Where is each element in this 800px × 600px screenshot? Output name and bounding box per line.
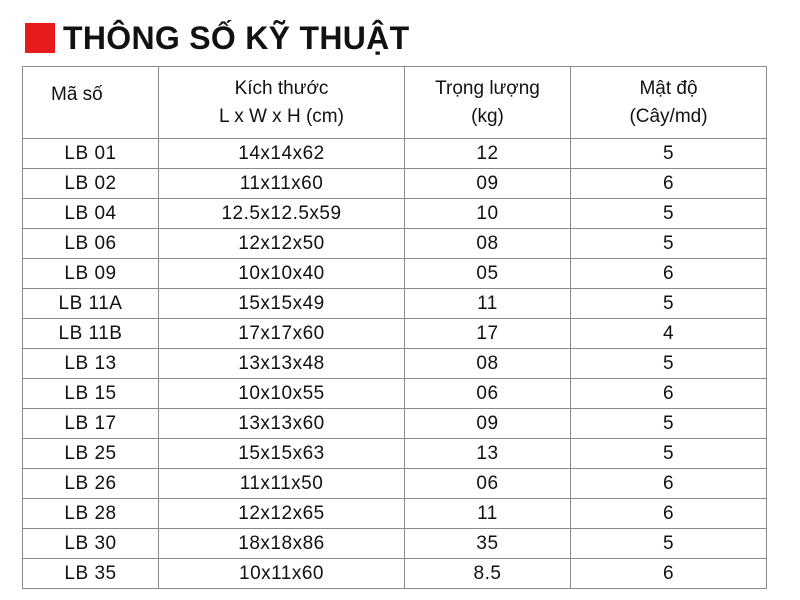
cell-density: 5: [571, 199, 767, 229]
table-row: [23, 319, 767, 349]
cell-weight: 8.5: [405, 559, 571, 589]
cell-weight: 13: [405, 439, 571, 469]
table-row: [23, 139, 767, 169]
table-row: [23, 169, 767, 199]
cell-size: 11x11x50: [159, 469, 405, 499]
cell-weight: 10: [405, 199, 571, 229]
cell-size: 15x15x49: [159, 289, 405, 319]
cell-density: 5: [571, 289, 767, 319]
cell-density: 6: [571, 169, 767, 199]
specs-table: [22, 66, 767, 589]
header-size-unit: L x W x H (cm): [219, 106, 344, 127]
cell-density: 5: [571, 349, 767, 379]
header-size-label: Kích thước: [234, 78, 329, 99]
header-size: [159, 67, 405, 139]
cell-code: LB 06: [23, 229, 159, 259]
cell-code: LB 09: [23, 259, 159, 289]
cell-density: 6: [571, 379, 767, 409]
cell-code: LB 11A: [23, 289, 159, 319]
cell-density: 6: [571, 559, 767, 589]
table-row: [23, 499, 767, 529]
cell-code: LB 15: [23, 379, 159, 409]
cell-weight: 06: [405, 469, 571, 499]
header-weight: [405, 67, 571, 139]
cell-weight: 09: [405, 169, 571, 199]
cell-weight: 08: [405, 349, 571, 379]
table-row: [23, 199, 767, 229]
cell-size: 13x13x60: [159, 409, 405, 439]
cell-size: 12x12x65: [159, 499, 405, 529]
cell-weight: 11: [405, 289, 571, 319]
cell-weight: 35: [405, 529, 571, 559]
cell-size: 18x18x86: [159, 529, 405, 559]
cell-weight: 12: [405, 139, 571, 169]
cell-code: LB 04: [23, 199, 159, 229]
cell-code: LB 13: [23, 349, 159, 379]
header-code-label: Mã số: [51, 84, 103, 105]
cell-code: LB 30: [23, 529, 159, 559]
header-weight-label: Trọng lượng: [435, 78, 540, 99]
cell-density: 5: [571, 409, 767, 439]
cell-code: LB 11B: [23, 319, 159, 349]
cell-size: 10x11x60: [159, 559, 405, 589]
cell-weight: 17: [405, 319, 571, 349]
table-row: [23, 469, 767, 499]
header-code: [23, 67, 159, 139]
cell-size: 17x17x60: [159, 319, 405, 349]
table-row: [23, 409, 767, 439]
header-density: [571, 67, 767, 139]
cell-size: 13x13x48: [159, 349, 405, 379]
cell-size: 12.5x12.5x59: [159, 199, 405, 229]
red-square-marker: [25, 23, 55, 53]
table-row: [23, 529, 767, 559]
table-row: [23, 259, 767, 289]
cell-density: 5: [571, 139, 767, 169]
cell-code: LB 25: [23, 439, 159, 469]
cell-code: LB 01: [23, 139, 159, 169]
table-row: [23, 349, 767, 379]
cell-weight: 05: [405, 259, 571, 289]
specs-table-header: [23, 67, 767, 139]
table-row: [23, 289, 767, 319]
cell-size: 10x10x40: [159, 259, 405, 289]
cell-code: LB 02: [23, 169, 159, 199]
specs-table-body: [23, 139, 767, 589]
cell-density: 5: [571, 529, 767, 559]
cell-size: 12x12x50: [159, 229, 405, 259]
cell-weight: 11: [405, 499, 571, 529]
header-density-label: Mật độ: [639, 78, 698, 99]
cell-size: 15x15x63: [159, 439, 405, 469]
cell-code: LB 17: [23, 409, 159, 439]
page-header: [25, 20, 409, 56]
page-title: THÔNG SỐ KỸ THUẬT: [63, 19, 410, 56]
cell-density: 6: [571, 499, 767, 529]
cell-density: 6: [571, 259, 767, 289]
cell-size: 10x10x55: [159, 379, 405, 409]
header-row: [23, 67, 767, 139]
header-density-unit: (Cây/md): [629, 106, 708, 127]
table-row: [23, 379, 767, 409]
cell-code: LB 35: [23, 559, 159, 589]
cell-weight: 06: [405, 379, 571, 409]
table-row: [23, 229, 767, 259]
cell-size: 14x14x62: [159, 139, 405, 169]
cell-density: 5: [571, 439, 767, 469]
cell-density: 5: [571, 229, 767, 259]
table-row: [23, 439, 767, 469]
cell-code: LB 28: [23, 499, 159, 529]
table-row: [23, 559, 767, 589]
cell-density: 4: [571, 319, 767, 349]
cell-code: LB 26: [23, 469, 159, 499]
cell-weight: 09: [405, 409, 571, 439]
header-weight-unit: (kg): [471, 106, 504, 127]
cell-density: 6: [571, 469, 767, 499]
cell-weight: 08: [405, 229, 571, 259]
cell-size: 11x11x60: [159, 169, 405, 199]
